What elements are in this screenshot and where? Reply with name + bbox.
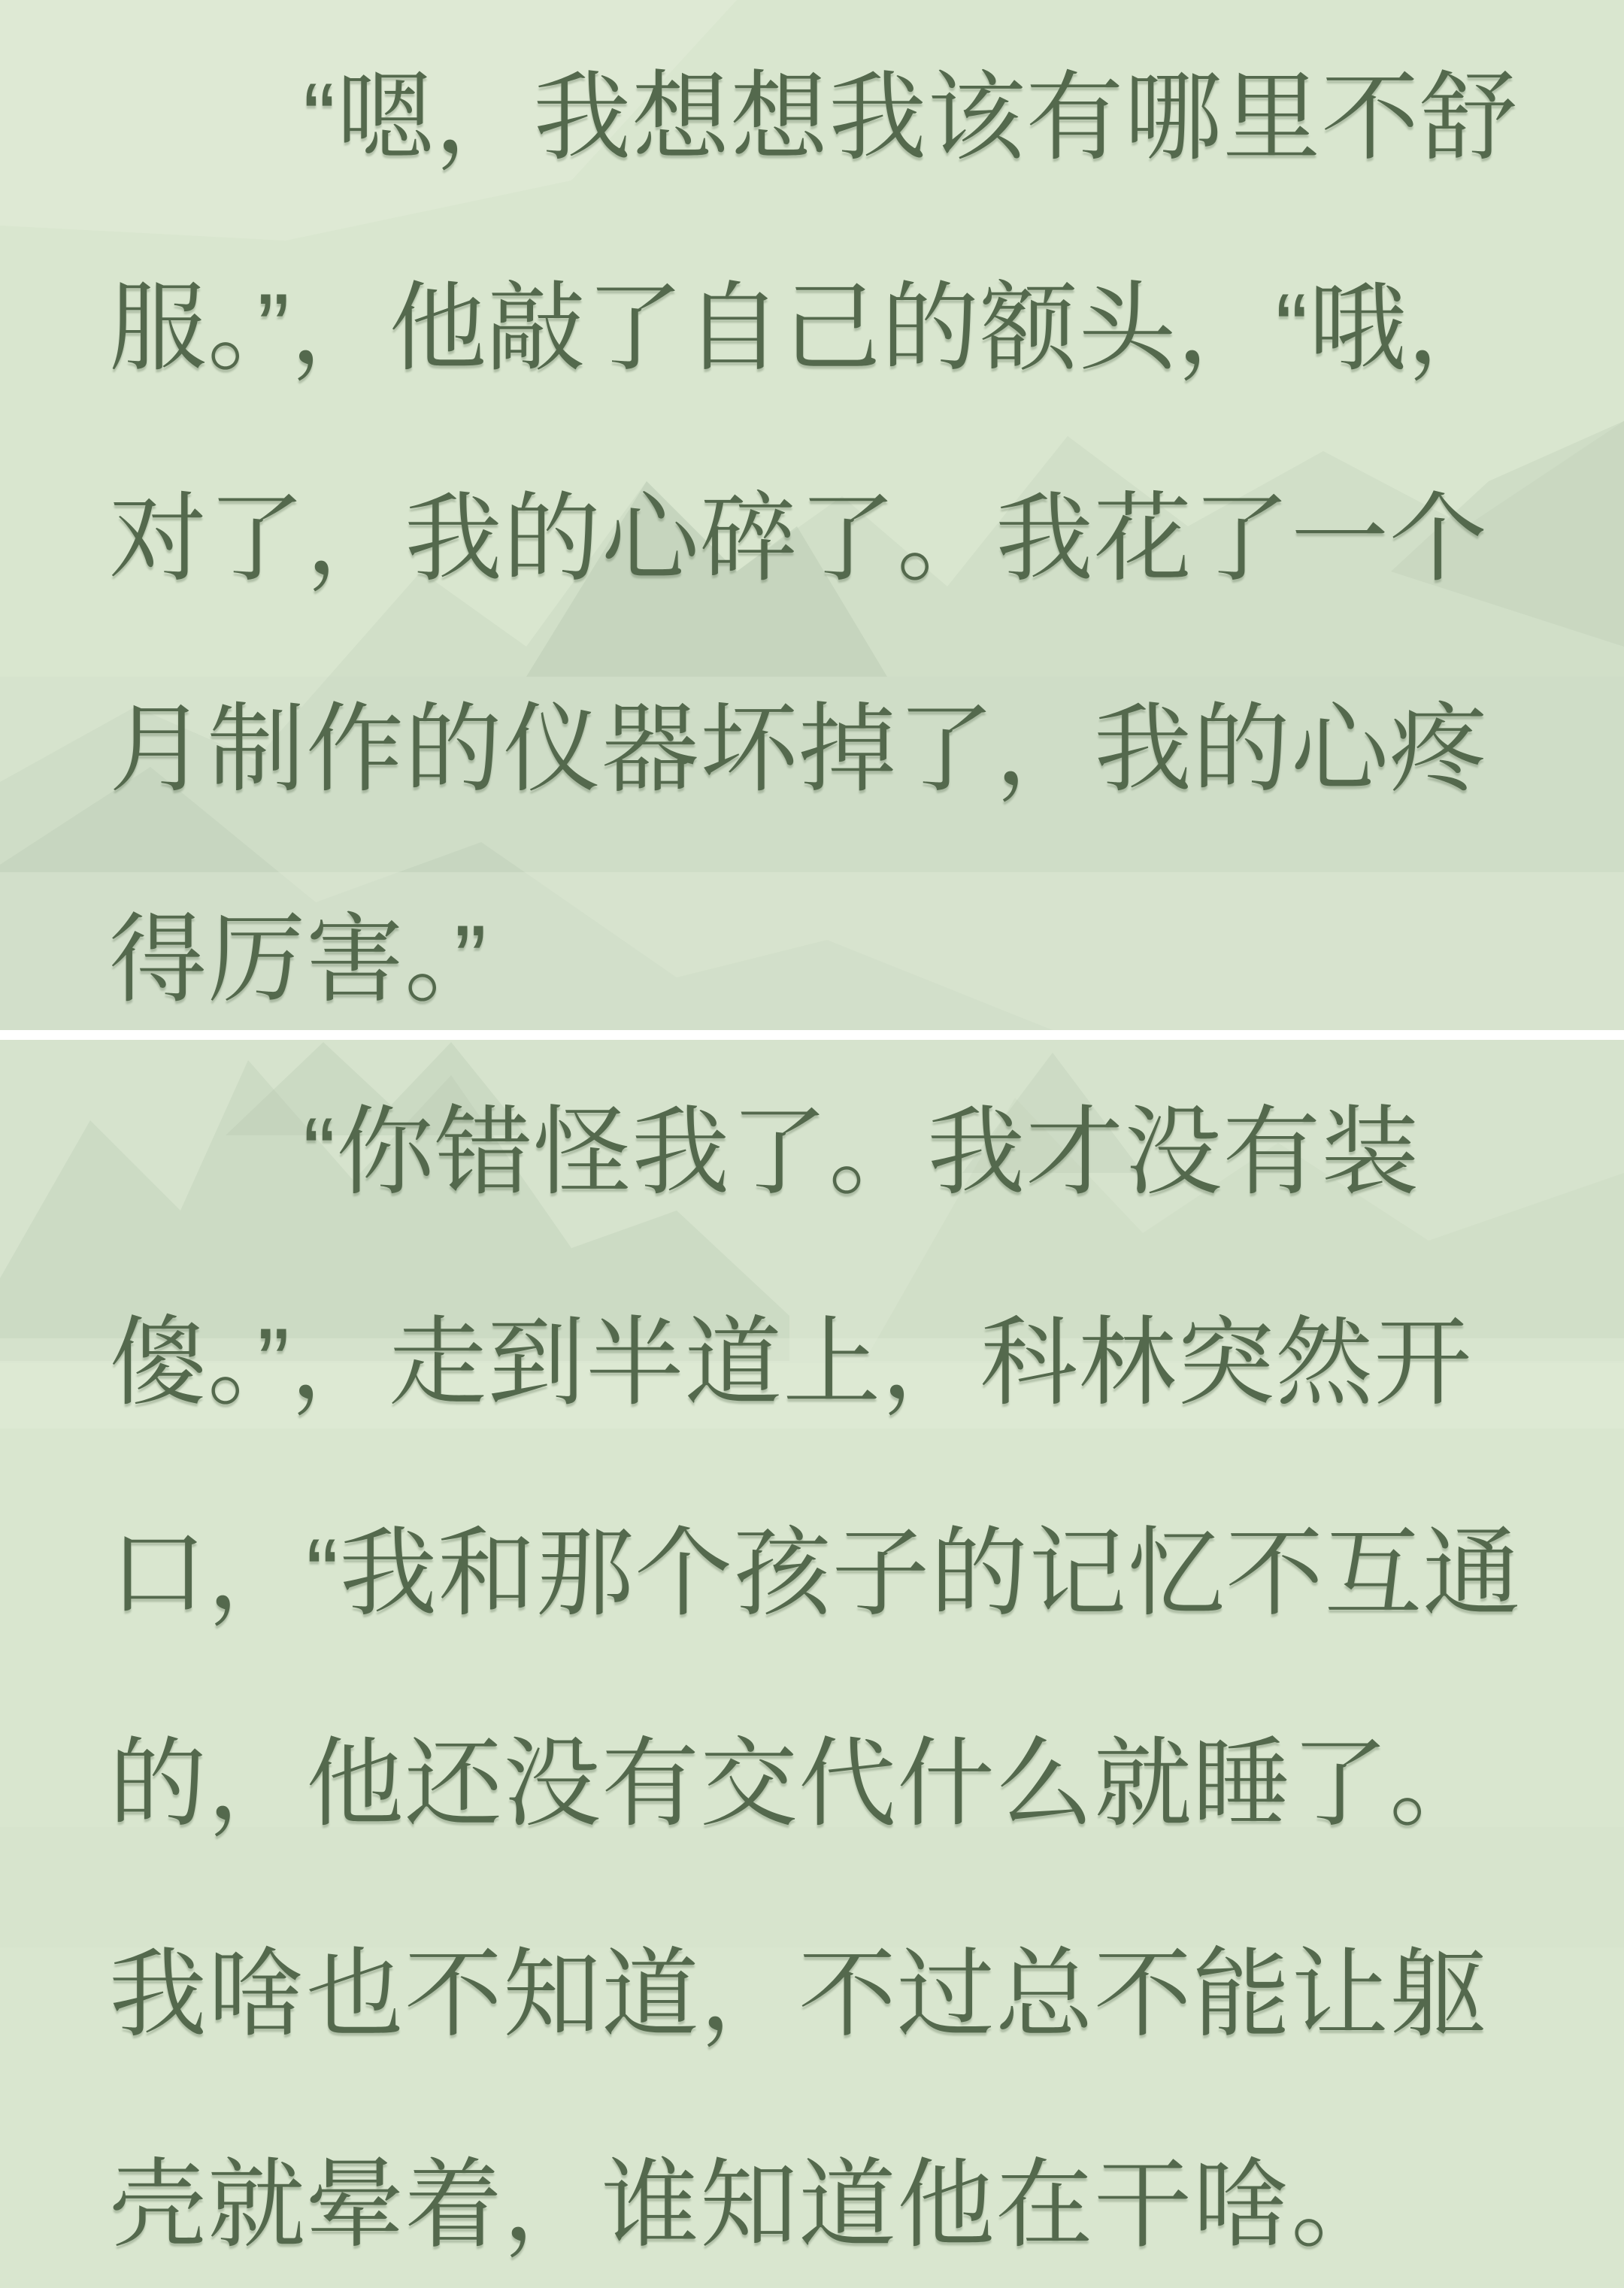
text-line: 口，“我和那个孩子的记忆不互通: [109, 1518, 1522, 1628]
paragraph-1: [0, 12, 1624, 1065]
text-line: 壳就晕着，谁知道他在干啥。: [109, 2150, 1390, 2259]
text-line: 月制作的仪器坏掉了，我的心疼: [109, 694, 1489, 804]
text-line: 对了，我的心碎了。我花了一个: [109, 483, 1489, 593]
text-line: 傻。”，走到半道上，科林突然开: [109, 1308, 1473, 1417]
text-line: 得厉害。”: [109, 905, 488, 1014]
paragraph-2: [0, 1047, 1624, 2288]
text-line: 我啥也不知道，不过总不能让躯: [109, 1939, 1489, 2049]
text-line: “你错怪我了。我才没有装: [303, 1097, 1420, 1207]
text-line: 服。”，他敲了自己的额头，“哦，: [109, 273, 1506, 383]
text-line: “嗯，我想想我该有哪里不舒: [303, 62, 1519, 172]
text-line: 的，他还没有交代什么就睡了。: [109, 1729, 1489, 1838]
page-divider: [0, 1030, 1624, 1040]
